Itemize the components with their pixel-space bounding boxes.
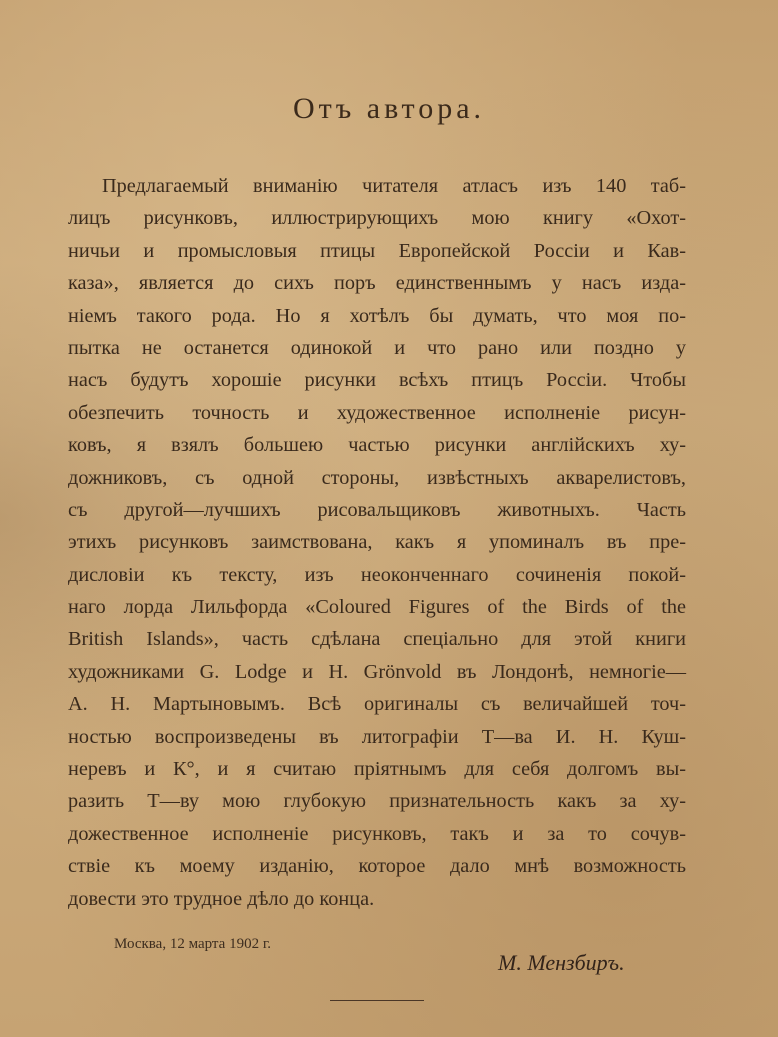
text-line: художниками G. Lodge и H. Grönvold въ Лондонѣ, немногіе—: [68, 660, 686, 683]
text-line: насъ будутъ хорошіе рисунки всѣхъ птицъ Россіи. Чтобы: [68, 369, 686, 392]
place-date: Москва, 12 марта 1902 г.: [114, 936, 272, 952]
text-line: ничьи и промысловыя птицы Европейской Россіи и Кав-: [68, 239, 686, 262]
text-line: British Islands», часть сдѣлана спеціально для этой книги: [68, 628, 686, 651]
text-line: разить Т—ву мою глубокую признательность какъ за ху-: [68, 790, 686, 813]
page-title: Отъ автора.: [292, 92, 486, 125]
text-line: Предлагаемый вниманію читателя атласъ изъ 140 таб-: [102, 175, 686, 197]
text-line: этихъ рисунковъ заимствована, какъ я упоминалъ въ пре-: [68, 531, 686, 554]
text-line: наго лорда Лильфорда «Coloured Figures of the Birds of the: [68, 596, 686, 619]
closing-rule: [330, 1000, 424, 1001]
text-line: дисловіи къ тексту, изъ неоконченнаго сочиненія покой-: [68, 563, 686, 586]
text-line: ствіе къ моему изданію, которое дало мнѣ возможность: [68, 855, 686, 878]
text-line: съ другой—лучшихъ рисовальщиковъ животныхъ. Часть: [68, 498, 686, 521]
text-line: ніемъ такого рода. Но я хотѣлъ бы думать, что моя по-: [68, 304, 686, 327]
text-line: дожественное исполненіе рисунковъ, такъ и за то сочув-: [68, 822, 686, 845]
author-signature: М. Мензбиръ.: [498, 950, 625, 975]
text-line: лицъ рисунковъ, иллюстрирующихъ мою книгу «Охот-: [68, 207, 686, 230]
text-line: дожниковъ, съ одной стороны, извѣстныхъ акварелистовъ,: [68, 466, 686, 489]
preface-text: [68, 170, 686, 915]
text-line: каза», является до сихъ поръ единственнымъ у насъ изда-: [68, 272, 686, 295]
text-line: ностью воспроизведены въ литографіи Т—ва И. Н. Куш-: [68, 725, 686, 748]
text-line: обезпечить точность и художественное исполненіе рисун-: [68, 401, 686, 424]
text-line: довести это трудное дѣло до конца.: [68, 887, 375, 910]
text-line: ковъ, я взялъ большею частью рисунки англійскихъ ху-: [68, 434, 686, 457]
text-line: А. Н. Мартыновымъ. Всѣ оригиналы съ величайшей точ-: [68, 693, 686, 716]
text-line: неревъ и К°, и я считаю пріятнымъ для себя долгомъ вы-: [68, 758, 686, 781]
text-line: пытка не останется одинокой и что рано или поздно у: [68, 336, 686, 359]
